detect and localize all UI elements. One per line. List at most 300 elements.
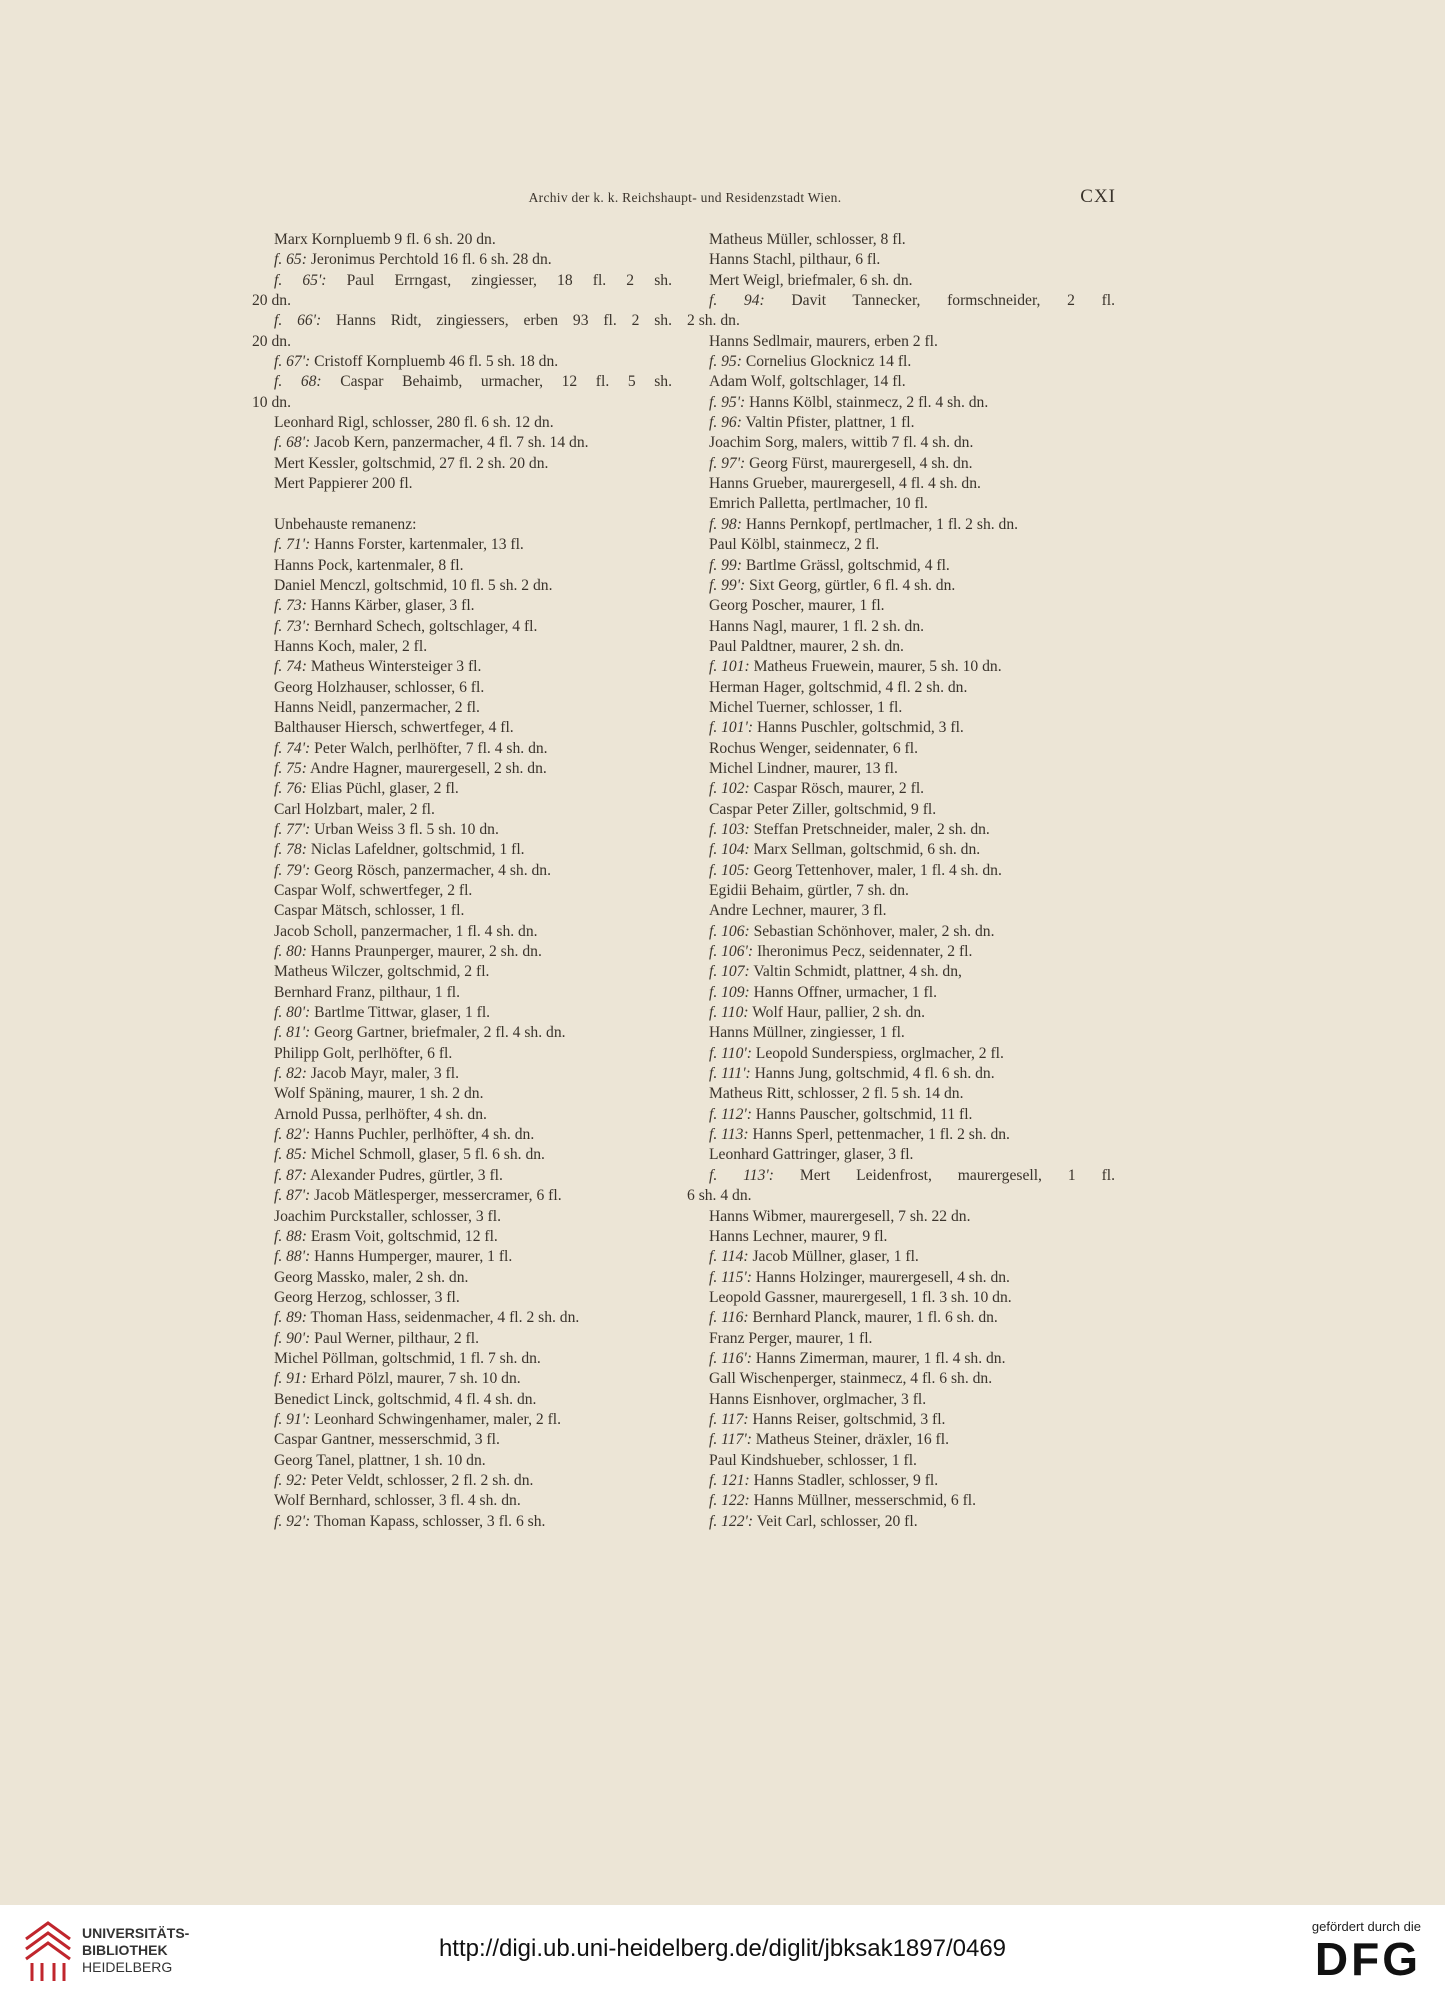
register-entry <box>252 1125 672 1145</box>
entry-text: Matheus Fruewein, maurer, 5 sh. 10 dn. <box>753 658 1002 676</box>
register-entry <box>687 1451 1115 1471</box>
folio-reference: f. 89: <box>274 1309 307 1327</box>
folio-reference: f. 114: <box>709 1248 749 1266</box>
entry-text: Wolf Haur, pallier, 2 sh. dn. <box>752 1004 926 1022</box>
entry-text: Caspar Rösch, maurer, 2 fl. <box>753 780 925 798</box>
register-entry <box>687 433 1115 453</box>
register-entry <box>252 454 672 474</box>
entry-text: Jacob Müllner, glaser, 1 fl. <box>752 1248 919 1266</box>
folio-reference: f. 80': <box>274 1004 311 1022</box>
register-entry <box>252 617 672 637</box>
page-number: CXI <box>1080 186 1116 207</box>
folio-reference: f. 85: <box>274 1146 307 1164</box>
entry-text: Emrich Palletta, pertlmacher, 10 fl. <box>709 495 928 513</box>
page-header <box>250 186 1120 210</box>
register-entry <box>687 1084 1115 1104</box>
entry-text: Caspar Mätsch, schlosser, 1 fl. <box>274 902 465 920</box>
entry-text: Bartlme Tittwar, glaser, 1 fl. <box>314 1004 491 1022</box>
source-url-link[interactable]: http://digi.ub.uni-heidelberg.de/diglit/jbksak1897/0469 <box>438 1935 1007 1962</box>
entry-text: Joachim Purckstaller, schlosser, 3 fl. <box>274 1207 501 1225</box>
folio-reference: f. 79': <box>274 861 311 879</box>
folio-reference: f. 88': <box>274 1248 311 1266</box>
entry-text: Caspar Peter Ziller, goltschmid, 9 fl. <box>709 800 937 818</box>
entry-text: Hanns Puchler, perlhöfter, 4 sh. dn. <box>314 1126 535 1144</box>
entry-text: Herman Hager, goltschmid, 4 fl. 2 sh. dn. <box>709 678 968 696</box>
entry-text: Michel Schmoll, glaser, 5 fl. 6 sh. dn. <box>310 1146 545 1164</box>
entry-text: Hanns Eisnhover, orglmacher, 3 fl. <box>709 1390 927 1408</box>
folio-reference: f. 65: <box>274 251 307 269</box>
entry-text: Bernhard Planck, maurer, 1 fl. 6 sh. dn. <box>752 1309 998 1327</box>
register-entry <box>252 901 672 921</box>
register-entry <box>252 596 672 616</box>
entry-text: Georg Holzhauser, schlosser, 6 fl. <box>274 678 485 696</box>
entry-text: 10 dn. <box>252 393 291 411</box>
entry-text: Andre Hagner, maurergesell, 2 sh. dn. <box>309 759 547 777</box>
register-entry <box>252 800 672 820</box>
entry-text: Leonhard Schwingenhamer, maler, 2 fl. <box>314 1410 562 1428</box>
folio-reference: f. 109: <box>709 983 750 1001</box>
register-entry <box>252 291 672 311</box>
entry-text: Thoman Kapass, schlosser, 3 fl. 6 sh. <box>313 1512 546 1530</box>
register-entry <box>687 942 1115 962</box>
register-entry <box>252 1410 672 1430</box>
folio-reference: f. 99': <box>709 576 746 594</box>
folio-reference: f. 81': <box>274 1024 311 1042</box>
register-entry <box>252 1349 672 1369</box>
entry-text: Georg Gartner, briefmaler, 2 fl. 4 sh. dn. <box>314 1024 566 1042</box>
register-entry <box>252 515 672 535</box>
register-entry <box>252 250 672 270</box>
folio-reference: f. 87': <box>274 1187 311 1205</box>
entry-text: Hanns Kölbl, stainmecz, 2 fl. 4 sh. dn. <box>749 393 989 411</box>
register-entry <box>687 881 1115 901</box>
entry-text: Hanns Praunperger, maurer, 2 sh. dn. <box>310 943 542 961</box>
register-entry <box>687 372 1115 392</box>
register-entry <box>687 1349 1115 1369</box>
entry-text: Hanns Neidl, panzermacher, 2 fl. <box>274 698 480 716</box>
folio-reference: f. 95': <box>709 393 746 411</box>
entry-text: Hanns Jung, goltschmid, 4 fl. 6 sh. dn. <box>754 1065 995 1083</box>
entry-text: Michel Pöllman, goltschmid, 1 fl. 7 sh. dn. <box>274 1349 541 1367</box>
entry-text: Hanns Pock, kartenmaler, 8 fl. <box>274 556 464 574</box>
register-entry <box>252 1084 672 1104</box>
register-entry <box>252 1288 672 1308</box>
left-column <box>252 230 672 1532</box>
folio-reference: f. 87: <box>274 1166 307 1184</box>
entry-text: Hanns Grueber, maurergesell, 4 fl. 4 sh. dn. <box>709 475 981 493</box>
register-entry <box>252 1003 672 1023</box>
folio-reference: f. 111': <box>709 1065 751 1083</box>
entry-text: Hanns Müllner, messerschmid, 6 fl. <box>753 1492 977 1510</box>
entry-text: Erasm Voit, goltschmid, 12 fl. <box>310 1227 498 1245</box>
register-entry <box>687 820 1115 840</box>
register-entry <box>252 861 672 881</box>
register-entry <box>252 1247 672 1267</box>
entry-text: Mert Weigl, briefmaler, 6 sh. dn. <box>709 271 913 289</box>
entry-text: Paul Kölbl, stainmecz, 2 fl. <box>709 536 880 554</box>
register-entry <box>252 983 672 1003</box>
register-entry <box>687 1268 1115 1288</box>
folio-reference: f. 101': <box>709 719 754 737</box>
library-name-line: UNIVERSITÄTS- <box>82 1925 190 1941</box>
folio-reference: f. 117': <box>709 1431 752 1449</box>
register-entry <box>252 1044 672 1064</box>
folio-reference: f. 99: <box>709 556 742 574</box>
entry-text: Leonhard Gattringer, glaser, 3 fl. <box>709 1146 914 1164</box>
folio-reference: f. 92: <box>274 1471 307 1489</box>
register-entry <box>687 1308 1115 1328</box>
register-entry <box>687 739 1115 759</box>
register-entry <box>252 1491 672 1511</box>
register-entry <box>252 942 672 962</box>
entry-text: Arnold Pussa, perlhöfter, 4 sh. dn. <box>274 1105 487 1123</box>
entry-text: Alexander Pudres, gürtler, 3 fl. <box>309 1166 503 1184</box>
register-entry <box>687 779 1115 799</box>
entry-text: Hanns Zimerman, maurer, 1 fl. 4 sh. dn. <box>755 1349 1006 1367</box>
entry-text: Joachim Sorg, malers, wittib 7 fl. 4 sh. dn. <box>709 434 974 452</box>
folio-reference: f. 113': <box>709 1166 774 1184</box>
register-entry <box>252 1186 672 1206</box>
entry-text: Paul Werner, pilthaur, 2 fl. <box>314 1329 479 1347</box>
folio-reference: f. 116: <box>709 1309 749 1327</box>
entry-text: 6 sh. 4 dn. <box>687 1187 752 1205</box>
entry-text: Veit Carl, schlosser, 20 fl. <box>756 1512 918 1530</box>
entry-text: Hanns Wibmer, maurergesell, 7 sh. 22 dn. <box>709 1207 971 1225</box>
entry-text: Valtin Schmidt, plattner, 4 sh. dn, <box>753 963 962 981</box>
entry-text: Hanns Sedlmair, maurers, erben 2 fl. <box>709 332 938 350</box>
entry-text: Daniel Menczl, goltschmid, 10 fl. 5 sh. 2 dn. <box>274 576 553 594</box>
folio-reference: f. 106: <box>709 922 750 940</box>
register-entry <box>687 556 1115 576</box>
register-entry <box>687 332 1115 352</box>
folio-reference: f. 75: <box>274 759 307 777</box>
entry-text: Matheus Ritt, schlosser, 2 fl. 5 sh. 14 dn. <box>709 1085 964 1103</box>
entry-text: Adam Wolf, goltschlager, 14 fl. <box>709 373 906 391</box>
entry-text: Sebastian Schönhover, maler, 2 sh. dn. <box>753 922 995 940</box>
register-entry <box>687 1145 1115 1165</box>
register-entry <box>687 840 1115 860</box>
register-entry <box>252 678 672 698</box>
entry-text: Caspar Behaimb, urmacher, 12 fl. 5 sh. <box>340 373 672 391</box>
register-entry <box>687 474 1115 494</box>
entry-text: Jacob Mayr, maler, 3 fl. <box>310 1065 459 1083</box>
register-entry <box>252 1451 672 1471</box>
register-entry <box>687 250 1115 270</box>
folio-reference: f. 67': <box>274 353 311 371</box>
library-name-line: HEIDELBERG <box>82 1959 173 1975</box>
register-entry <box>252 413 672 433</box>
entry-text: Hanns Müllner, zingiesser, 1 fl. <box>709 1024 905 1042</box>
entry-text: Michel Lindner, maurer, 13 fl. <box>709 759 898 777</box>
entry-text: Egidii Behaim, gürtler, 7 sh. dn. <box>709 882 909 899</box>
entry-text: Mert Kessler, goltschmid, 27 fl. 2 sh. 20 dn. <box>274 454 549 472</box>
folio-reference: f. 66': <box>274 312 322 330</box>
entry-text: Erhard Pölzl, maurer, 7 sh. 10 dn. <box>310 1370 521 1388</box>
register-entry <box>252 637 672 657</box>
entry-text: Michel Tuerner, schlosser, 1 fl. <box>709 698 903 716</box>
register-entry <box>687 291 1115 311</box>
entry-text: Andre Lechner, maurer, 3 fl. <box>709 902 887 920</box>
register-entry <box>687 1512 1115 1532</box>
folio-reference: f. 76: <box>274 780 307 798</box>
register-entry <box>687 657 1115 677</box>
folio-reference: f. 82: <box>274 1065 307 1083</box>
register-entry <box>687 1410 1115 1430</box>
entry-text: Marx Sellman, goltschmid, 6 sh. dn. <box>753 841 981 859</box>
blank-line <box>252 494 672 514</box>
folio-reference: f. 73': <box>274 617 311 635</box>
register-entry <box>687 1166 1115 1186</box>
register-entry <box>687 576 1115 596</box>
entry-text: Davit Tannecker, formschneider, 2 fl. <box>791 292 1115 310</box>
entry-text: Bartlme Grässl, goltschmid, 4 fl. <box>745 556 950 574</box>
entry-text: Paul Kindshueber, schlosser, 1 fl. <box>709 1451 917 1469</box>
register-entry <box>252 922 672 942</box>
entry-text: Hanns Kärber, glaser, 3 fl. <box>310 597 475 615</box>
register-entry <box>252 576 672 596</box>
entry-text: Hanns Pernkopf, pertlmacher, 1 fl. 2 sh. dn. <box>745 515 1019 533</box>
entry-text: Cornelius Glocknicz 14 fl. <box>745 353 912 371</box>
register-entry <box>687 1023 1115 1043</box>
entry-text: Steffan Pretschneider, maler, 2 sh. dn. <box>753 820 990 838</box>
folio-reference: f. 91': <box>274 1410 311 1428</box>
register-entry <box>252 1268 672 1288</box>
register-entry <box>687 718 1115 738</box>
entry-text: Unbehauste remanenz: <box>274 515 417 533</box>
entry-text: Hanns Nagl, maurer, 1 fl. 2 sh. dn. <box>709 617 925 635</box>
folio-reference: f. 98: <box>709 515 742 533</box>
register-entry <box>252 739 672 759</box>
folio-reference: f. 68': <box>274 434 311 452</box>
register-entry <box>687 1491 1115 1511</box>
folio-reference: f. 107: <box>709 963 750 981</box>
register-entry <box>687 901 1115 921</box>
entry-text: Hanns Reiser, goltschmid, 3 fl. <box>752 1410 946 1428</box>
entry-text: Bernhard Schech, goltschlager, 4 fl. <box>314 617 538 635</box>
entry-text: Thoman Hass, seidenmacher, 4 fl. 2 sh. dn. <box>310 1309 580 1327</box>
register-entry <box>252 1369 672 1389</box>
register-entry <box>252 230 672 250</box>
folio-reference: f. 116': <box>709 1349 752 1367</box>
register-entry <box>252 1207 672 1227</box>
folio-reference: f. 122: <box>709 1492 750 1510</box>
folio-reference: f. 102: <box>709 780 750 798</box>
library-name-line: BIBLIOTHEK <box>82 1942 168 1958</box>
entry-text: Niclas Lafeldner, goltschmid, 1 fl. <box>310 841 525 859</box>
register-entry <box>687 922 1115 942</box>
register-entry <box>687 1105 1115 1125</box>
entry-text: Matheus Steiner, dräxler, 16 fl. <box>755 1431 949 1449</box>
entry-text: Franz Perger, maurer, 1 fl. <box>709 1329 873 1347</box>
entry-text: Jeronimus Perchtold 16 fl. 6 sh. 28 dn. <box>310 251 552 269</box>
register-entry <box>687 1471 1115 1491</box>
register-entry <box>252 1166 672 1186</box>
folio-reference: f. 122': <box>709 1512 754 1530</box>
entry-text: Cristoff Kornpluemb 46 fl. 5 sh. 18 dn. <box>314 353 559 371</box>
register-entry <box>687 698 1115 718</box>
register-entry <box>252 1512 672 1532</box>
entry-text: Leopold Sunderspiess, orglmacher, 2 fl. <box>755 1044 1004 1062</box>
register-entry <box>252 1390 672 1410</box>
register-entry <box>687 1044 1115 1064</box>
folio-reference: f. 94: <box>709 292 765 310</box>
register-entry <box>252 332 672 352</box>
folio-reference: f. 104: <box>709 841 750 859</box>
entry-text: Hanns Lechner, maurer, 9 fl. <box>709 1227 888 1245</box>
folio-reference: f. 74': <box>274 739 311 757</box>
entry-text: Georg Tettenhover, maler, 1 fl. 4 sh. dn. <box>753 861 1002 879</box>
entry-text: Matheus Wintersteiger 3 fl. <box>310 658 482 676</box>
entry-text: Carl Holzbart, maler, 2 fl. <box>274 800 435 818</box>
entry-text: Gall Wischenperger, stainmecz, 4 fl. 6 sh. dn. <box>709 1370 993 1388</box>
register-entry <box>687 1003 1115 1023</box>
register-entry <box>687 535 1115 555</box>
folio-reference: f. 101: <box>709 658 750 676</box>
entry-text: Wolf Bernhard, schlosser, 3 fl. 4 sh. dn. <box>274 1492 521 1510</box>
register-entry <box>252 840 672 860</box>
register-entry <box>687 494 1115 514</box>
register-entry <box>687 1288 1115 1308</box>
entry-text: Paul Errngast, zingiesser, 18 fl. 2 sh. <box>346 271 672 289</box>
folio-reference: f. 112': <box>709 1105 752 1123</box>
register-entry <box>687 413 1115 433</box>
register-entry <box>252 1430 672 1450</box>
entry-text: Bernhard Franz, pilthaur, 1 fl. <box>274 983 461 1001</box>
register-entry <box>687 1207 1115 1227</box>
funder <box>1271 1919 1421 1984</box>
register-entry <box>687 1227 1115 1247</box>
entry-text: Caspar Wolf, schwertfeger, 2 fl. <box>274 882 473 899</box>
folio-reference: f. 106': <box>709 943 754 961</box>
register-entry <box>687 352 1115 372</box>
register-entry <box>252 759 672 779</box>
entry-text: Valtin Pfister, plattner, 1 fl. <box>745 414 915 432</box>
folio-reference: f. 65': <box>274 271 327 289</box>
register-entry <box>252 311 672 331</box>
register-entry <box>252 1308 672 1328</box>
register-entry <box>687 1329 1115 1349</box>
register-entry <box>687 1390 1115 1410</box>
register-entry <box>687 1186 1115 1206</box>
entry-text: Matheus Müller, schlosser, 8 fl. <box>709 231 906 248</box>
entry-text: Rochus Wenger, seidennater, 6 fl. <box>709 739 918 757</box>
entry-text: Georg Fürst, maurergesell, 4 sh. dn. <box>749 454 973 472</box>
folio-reference: f. 74: <box>274 658 307 676</box>
register-entry <box>687 271 1115 291</box>
folio-reference: f. 121: <box>709 1471 750 1489</box>
register-entry <box>252 1227 672 1247</box>
folio-reference: f. 80: <box>274 943 307 961</box>
register-entry <box>252 881 672 901</box>
register-entry <box>252 1105 672 1125</box>
register-entry <box>252 1145 672 1165</box>
folio-reference: f. 91: <box>274 1370 307 1388</box>
entry-text: Hanns Offner, urmacher, 1 fl. <box>753 983 937 1001</box>
register-entry <box>252 1023 672 1043</box>
folio-reference: f. 103: <box>709 820 750 838</box>
register-entry <box>687 962 1115 982</box>
entry-text: Paul Paldtner, maurer, 2 sh. dn. <box>709 637 904 655</box>
entry-text: Georg Herzog, schlosser, 3 fl. <box>274 1288 460 1306</box>
register-entry <box>687 454 1115 474</box>
entry-text: Marx Kornpluemb 9 fl. 6 sh. 20 dn. <box>274 231 496 248</box>
folio-reference: f. 88: <box>274 1227 307 1245</box>
entry-text: Elias Püchl, glaser, 2 fl. <box>310 780 459 798</box>
register-entry <box>687 515 1115 535</box>
register-entry <box>252 352 672 372</box>
entry-text: Jacob Scholl, panzermacher, 1 fl. 4 sh. dn. <box>274 922 538 940</box>
folio-reference: f. 97': <box>709 454 746 472</box>
entry-text: Peter Veldt, schlosser, 2 fl. 2 sh. dn. <box>310 1471 534 1489</box>
entry-text: Hanns Humperger, maurer, 1 fl. <box>314 1248 513 1266</box>
register-entry <box>687 983 1115 1003</box>
folio-reference: f. 82': <box>274 1126 311 1144</box>
register-entry <box>252 698 672 718</box>
folio-reference: f. 71': <box>274 536 311 554</box>
entry-text: Mert Pappierer 200 fl. <box>274 475 413 493</box>
entry-text: Mert Leidenfrost, maurergesell, 1 fl. <box>799 1166 1115 1184</box>
entry-text: Jacob Mätlesperger, messercramer, 6 fl. <box>314 1187 562 1205</box>
folio-reference: f. 73: <box>274 597 307 615</box>
register-entry <box>687 393 1115 413</box>
register-entry <box>687 800 1115 820</box>
entry-text: Sixt Georg, gürtler, 6 fl. 4 sh. dn. <box>749 576 956 594</box>
entry-text: Georg Poscher, maurer, 1 fl. <box>709 597 885 615</box>
folio-reference: f. 92': <box>274 1512 311 1530</box>
register-entry <box>687 1430 1115 1450</box>
folio-reference: f. 90': <box>274 1329 311 1347</box>
entry-text: Hanns Puschler, goltschmid, 3 fl. <box>756 719 964 737</box>
register-entry <box>252 393 672 413</box>
folio-reference: f. 78: <box>274 841 307 859</box>
folio-reference: f. 95: <box>709 353 742 371</box>
entry-text: Matheus Wilczer, goltschmid, 2 fl. <box>274 963 490 981</box>
register-entry <box>252 718 672 738</box>
register-entry <box>687 637 1115 657</box>
register-entry <box>252 1064 672 1084</box>
entry-text: Hanns Sperl, pettenmacher, 1 fl. 2 sh. dn. <box>752 1126 1010 1144</box>
entry-text: Georg Massko, maler, 2 sh. dn. <box>274 1268 469 1286</box>
entry-text: Hanns Stachl, pilthaur, 6 fl. <box>709 251 881 269</box>
folio-reference: f. 77': <box>274 820 311 838</box>
digitization-footer <box>0 1905 1445 1999</box>
register-entry <box>252 1471 672 1491</box>
entry-text: Philipp Golt, perlhöfter, 6 fl. <box>274 1044 453 1062</box>
register-entry <box>252 556 672 576</box>
entry-text: Georg Tanel, plattner, 1 sh. 10 dn. <box>274 1451 486 1469</box>
register-entry <box>252 372 672 392</box>
entry-text: Urban Weiss 3 fl. 5 sh. 10 dn. <box>314 820 499 838</box>
register-entry <box>687 678 1115 698</box>
entry-text: 20 dn. <box>252 332 291 350</box>
right-column <box>687 230 1115 1532</box>
entry-text: 20 dn. <box>252 292 291 310</box>
register-entry <box>687 230 1115 250</box>
register-entry <box>687 861 1115 881</box>
register-entry <box>252 474 672 494</box>
entry-text: Balthauser Hiersch, schwertfeger, 4 fl. <box>274 719 514 737</box>
entry-text: Wolf Späning, maurer, 1 sh. 2 dn. <box>274 1085 484 1103</box>
register-entry <box>687 1125 1115 1145</box>
register-entry <box>687 596 1115 616</box>
entry-text: Jacob Kern, panzermacher, 4 fl. 7 sh. 14 dn. <box>314 434 589 452</box>
funder-label: gefördert durch die <box>1311 1919 1421 1934</box>
entry-text: Iheronimus Pecz, seidennater, 2 fl. <box>756 943 973 961</box>
folio-reference: f. 105: <box>709 861 750 879</box>
entry-text: Hanns Forster, kartenmaler, 13 fl. <box>314 536 524 554</box>
running-title: Archiv der k. k. Reichshaupt- und Residenzstadt Wien. <box>528 190 842 205</box>
register-entry <box>687 1369 1115 1389</box>
